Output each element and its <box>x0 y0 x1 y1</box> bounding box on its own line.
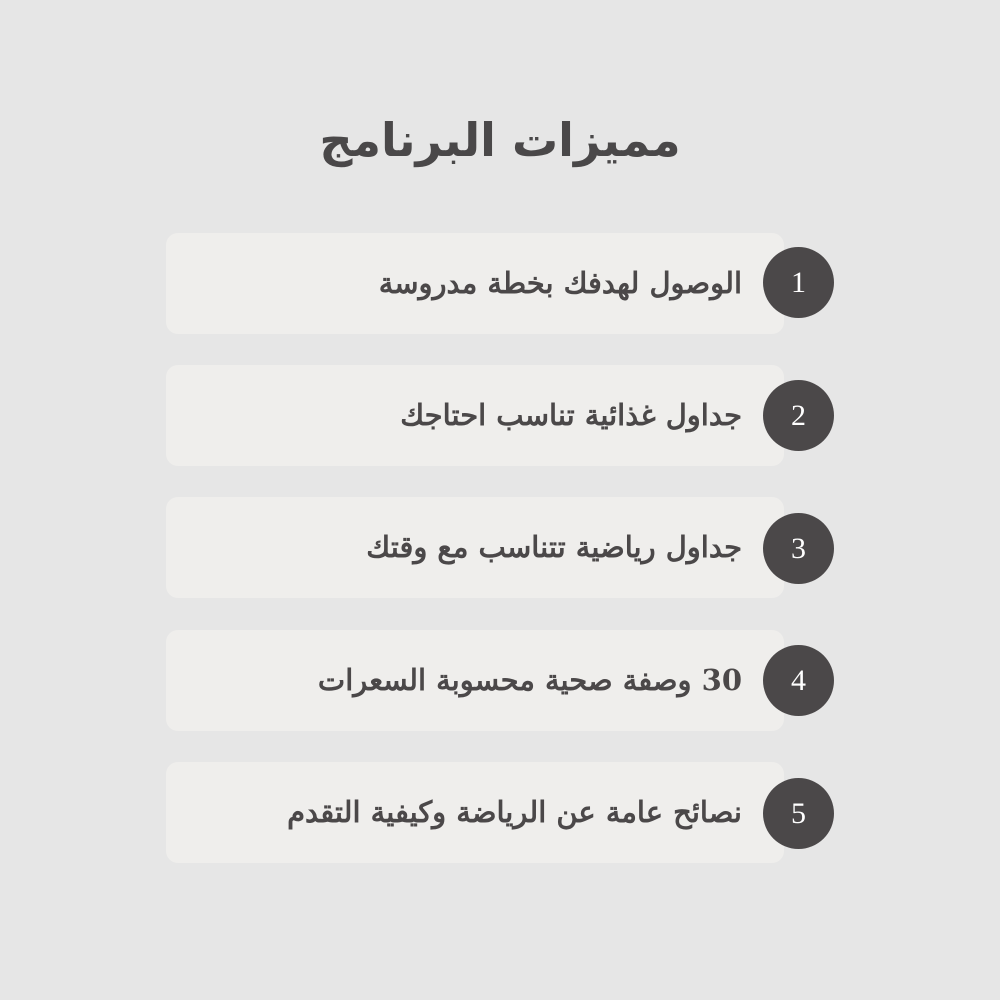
feature-number-badge-1: 1 <box>763 247 834 318</box>
feature-text-5: نصائح عامة عن الرياضة وكيفية التقدم <box>287 795 742 829</box>
page-title: مميزات البرنامج <box>319 113 681 167</box>
feature-card-2 <box>166 365 784 466</box>
feature-number-badge-4: 4 <box>763 645 834 716</box>
feature-text-4: 30 وصفة صحية محسوبة السعرات <box>317 663 742 697</box>
feature-number-badge-5: 5 <box>763 778 834 849</box>
feature-card-5 <box>166 762 784 863</box>
feature-text-3: جداول رياضية تتناسب مع وقتك <box>366 530 742 564</box>
feature-number-badge-3: 3 <box>763 513 834 584</box>
feature-text-1: الوصول لهدفك بخطة مدروسة <box>378 266 742 300</box>
feature-card-1 <box>166 233 784 334</box>
feature-card-4 <box>166 630 784 731</box>
feature-card-3 <box>166 497 784 598</box>
feature-number-badge-2: 2 <box>763 380 834 451</box>
feature-text-2: جداول غذائية تناسب احتاجك <box>400 398 742 432</box>
